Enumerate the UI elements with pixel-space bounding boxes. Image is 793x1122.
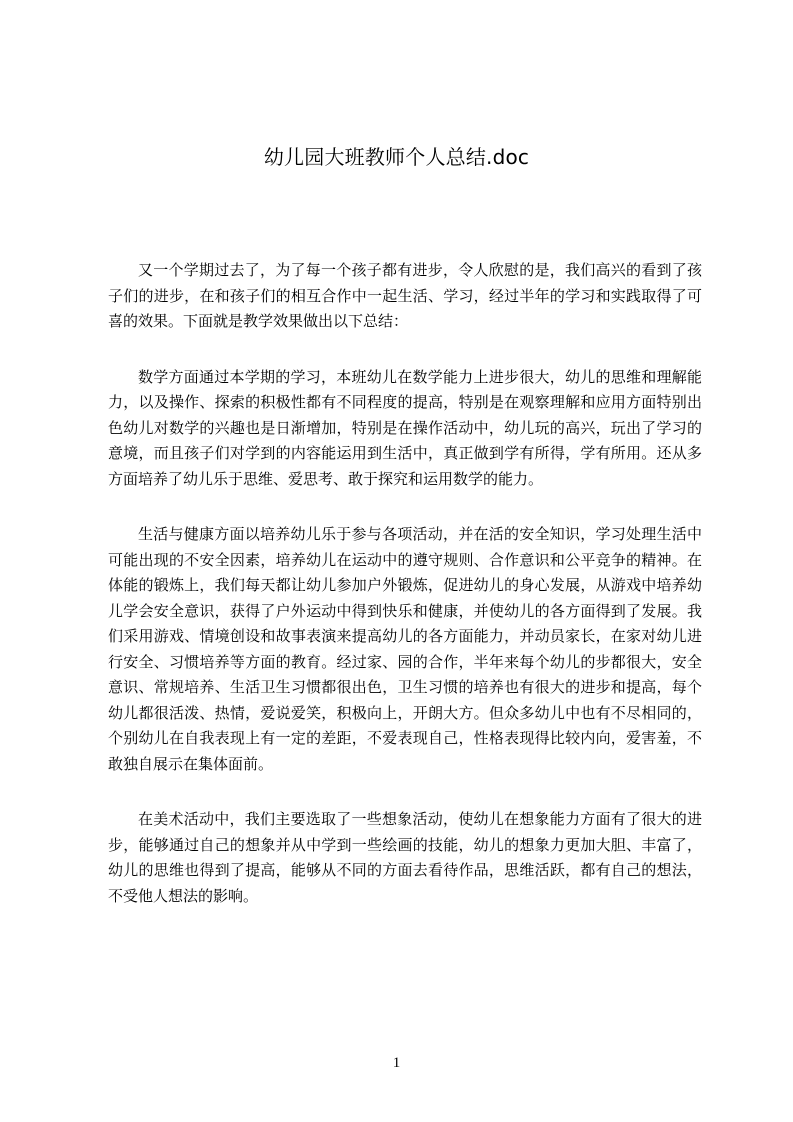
document-body	[108, 258, 702, 939]
page-number: 1	[392, 1055, 401, 1071]
paragraph-art: 在美术活动中，我们主要选取了一些想象活动，使幼儿在想象能力方面有了很大的进步，能够通过自己的想象并从中学到一些绘画的技能，幼儿的想象力更加大胆、丰富了，幼儿的思维也得到了提高，能够从不同的方面去看待作品，思维活跃，都有自己的想法，不受他人想法的影响。	[108, 810, 702, 905]
paragraph-math: 数学方面通过本学期的学习，本班幼儿在数学能力上进步很大，幼儿的思维和理解能力，以及操作、探索的积极性都有不同程度的提高，特别是在观察理解和应用方面特别出色幼儿对数学的兴趣也是日渐增加，特别是在操作活动中，幼儿玩的高兴，玩出了学习的意境，而且孩子们对学到的内容能运用到生活中，真正做到学有所得，学有所用。还从多方面培养了幼儿乐于思维、爱思考、敢于探究和运用数学的能力。	[108, 367, 702, 488]
paragraph-health: 生活与健康方面以培养幼儿乐于参与各项活动，并在活的安全知识，学习处理生活中可能出现的不安全因素，培养幼儿在运动中的遵守规则、合作意识和公平竞争的精神。在体能的锻炼上，我们每天都让幼儿参加户外锻炼，促进幼儿的身心发展，从游戏中培养幼儿学会安全意识，获得了户外运动中得到快乐和健康，并使幼儿的各方面得到了发展。我们采用游戏、情境创设和故事表演来提高幼儿的各方面能力，并动员家长，在家对幼儿进行安全、习惯培养等方面的教育。经过家、园的合作，半年来每个幼儿的步都很大，安全意识、常规培养、生活卫生习惯都很出色，卫生习惯的培养也有很大的进步和提高，每个幼儿都很活泼、热情，爱说爱笑，积极向上，开朗大方。但众多幼儿中也有不尽相同的，个别幼儿在自我表现上有一定的差距，不爱表现自己，性格表现得比较内向，爱害羞，不敢独自展示在集体面前。	[108, 525, 702, 773]
paragraph-intro: 又一个学期过去了，为了每一个孩子都有进步，令人欣慰的是，我们高兴的看到了孩子们的进步，在和孩子们的相互合作中一起生活、学习，经过半年的学习和实践取得了可喜的效果。下面就是教学效果做出以下总结：	[108, 261, 702, 330]
document-title: 幼儿园大班教师个人总结.doc	[263, 145, 530, 169]
